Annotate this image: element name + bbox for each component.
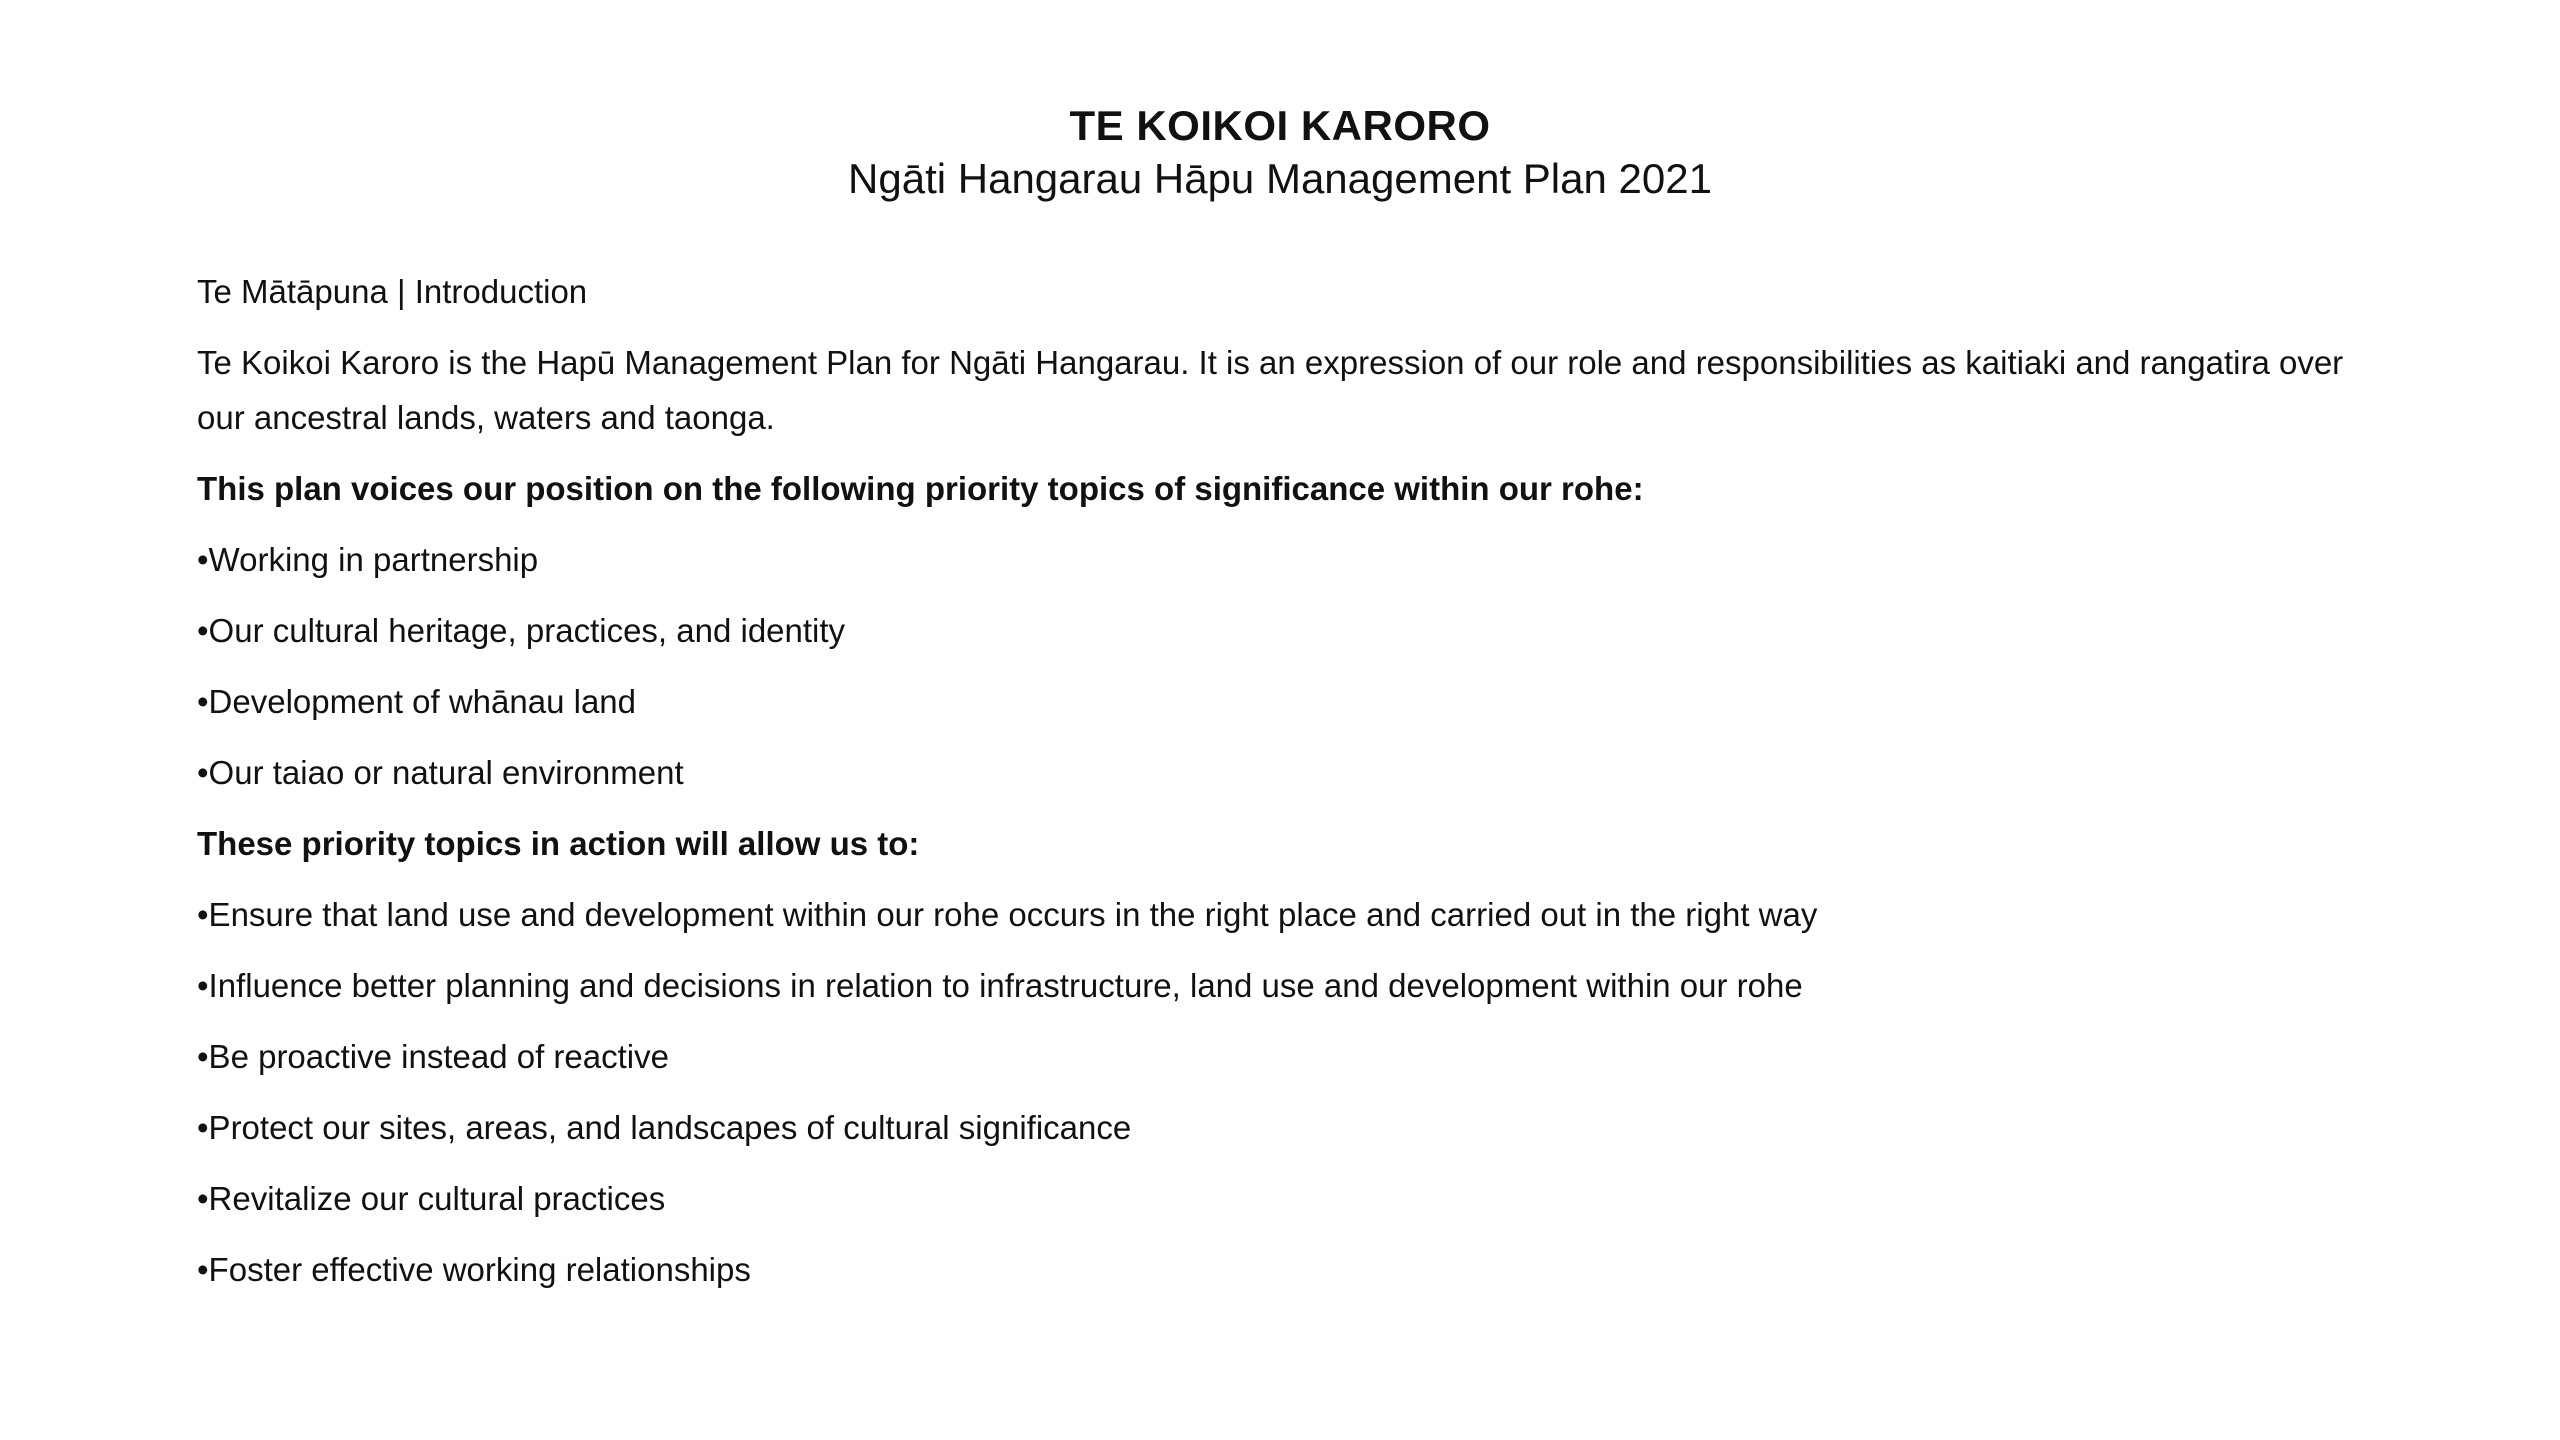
document-title: TE KOIKOI KARORO <box>1069 102 1491 149</box>
topics-list <box>197 532 2377 800</box>
list-item: •Working in partnership <box>197 541 539 578</box>
list-item: •Be proactive instead of reactive <box>197 1038 669 1075</box>
slide-content <box>197 264 2377 1313</box>
document-subtitle: Ngāti Hangarau Hāpu Management Plan 2021 <box>848 155 1712 202</box>
list-item: •Foster effective working relationships <box>197 1251 751 1288</box>
intro-line: Te Koikoi Karoro is the Hapū Management Plan for Ngāti Hangarau. It is an expression of our role and responsibilities as kaitiaki and rangatira over <box>197 344 2344 381</box>
list-item: •Ensure that land use and development within our rohe occurs in the right place and carried out in the right way <box>197 896 1818 933</box>
actions-list <box>197 887 2377 1297</box>
list-item: •Revitalize our cultural practices <box>197 1180 666 1217</box>
title-block <box>0 100 2560 206</box>
list-item: •Influence better planning and decisions in relation to infrastructure, land use and development within our rohe <box>197 967 1803 1004</box>
intro-paragraph <box>197 335 2377 445</box>
list-item: •Our cultural heritage, practices, and identity <box>197 612 846 649</box>
list-item: •Our taiao or natural environment <box>197 754 684 791</box>
action-heading: These priority topics in action will allow us to: <box>197 825 920 862</box>
intro-line: our ancestral lands, waters and taonga. <box>197 399 775 436</box>
topics-heading: This plan voices our position on the following priority topics of significance within our rohe: <box>197 470 1644 507</box>
section-heading: Te Mātāpuna | Introduction <box>197 273 588 310</box>
list-item: •Development of whānau land <box>197 683 637 720</box>
list-item: •Protect our sites, areas, and landscapes of cultural significance <box>197 1109 1132 1146</box>
